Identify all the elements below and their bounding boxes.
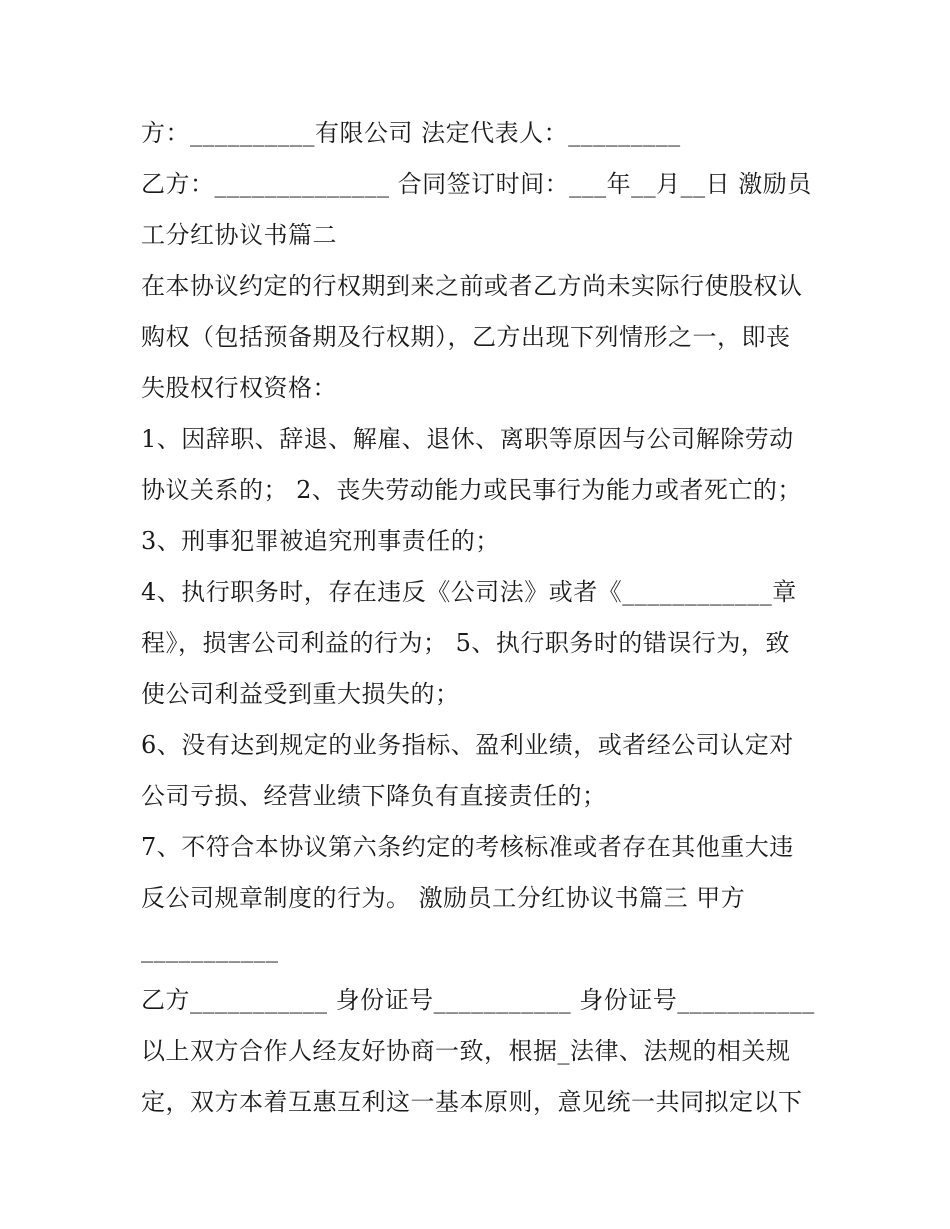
text-line: 以上双方合作人经友好协商一致，根据_法律、法规的相关规 bbox=[141, 1037, 791, 1065]
text-line: 工分红协议书篇二 bbox=[141, 221, 337, 249]
text-line: 乙方___________ 身份证号___________ 身份证号___________ bbox=[141, 986, 815, 1014]
text-line: 使公司利益受到重大损失的； bbox=[141, 680, 460, 708]
text-line: 购权（包括预备期及行权期），乙方出现下列情形之一，即丧 bbox=[141, 323, 791, 351]
text-line: 方：__________有限公司 法定代表人：_________ bbox=[141, 119, 681, 147]
text-line: 反公司规章制度的行为。 激励员工分红协议书篇三 甲方 bbox=[141, 884, 746, 912]
text-line: 1、因辞职、辞退、解雇、退休、离职等原因与公司解除劳动 bbox=[141, 425, 794, 453]
text-line: ___________ bbox=[141, 935, 279, 963]
text-line: 4、执行职务时，存在违反《公司法》或者《____________章 bbox=[141, 578, 797, 606]
text-line: 在本协议约定的行权期到来之前或者乙方尚未实际行使股权认 bbox=[141, 272, 803, 300]
text-line: 乙方：______________ 合同签订时间：___年__月__日 激励员 bbox=[141, 170, 812, 198]
document-body bbox=[141, 108, 821, 1128]
text-line: 程》，损害公司利益的行为； 5、执行职务时的错误行为，致 bbox=[141, 629, 790, 657]
text-line: 协议关系的； 2、丧失劳动能力或民事行为能力或者死亡的； bbox=[141, 476, 802, 504]
text-line: 定，双方本着互惠互利这一基本原则，意见统一共同拟定以下 bbox=[141, 1088, 803, 1116]
text-line: 6、没有达到规定的业务指标、盈利业绩，或者经公司认定对 bbox=[141, 731, 794, 759]
text-line: 7、不符合本协议第六条约定的考核标准或者存在其他重大违 bbox=[141, 833, 794, 861]
text-line: 3、刑事犯罪被追究刑事责任的； bbox=[141, 527, 500, 555]
text-line: 失股权行权资格： bbox=[141, 374, 337, 402]
text-line: 公司亏损、经营业绩下降负有直接责任的； bbox=[141, 782, 607, 810]
